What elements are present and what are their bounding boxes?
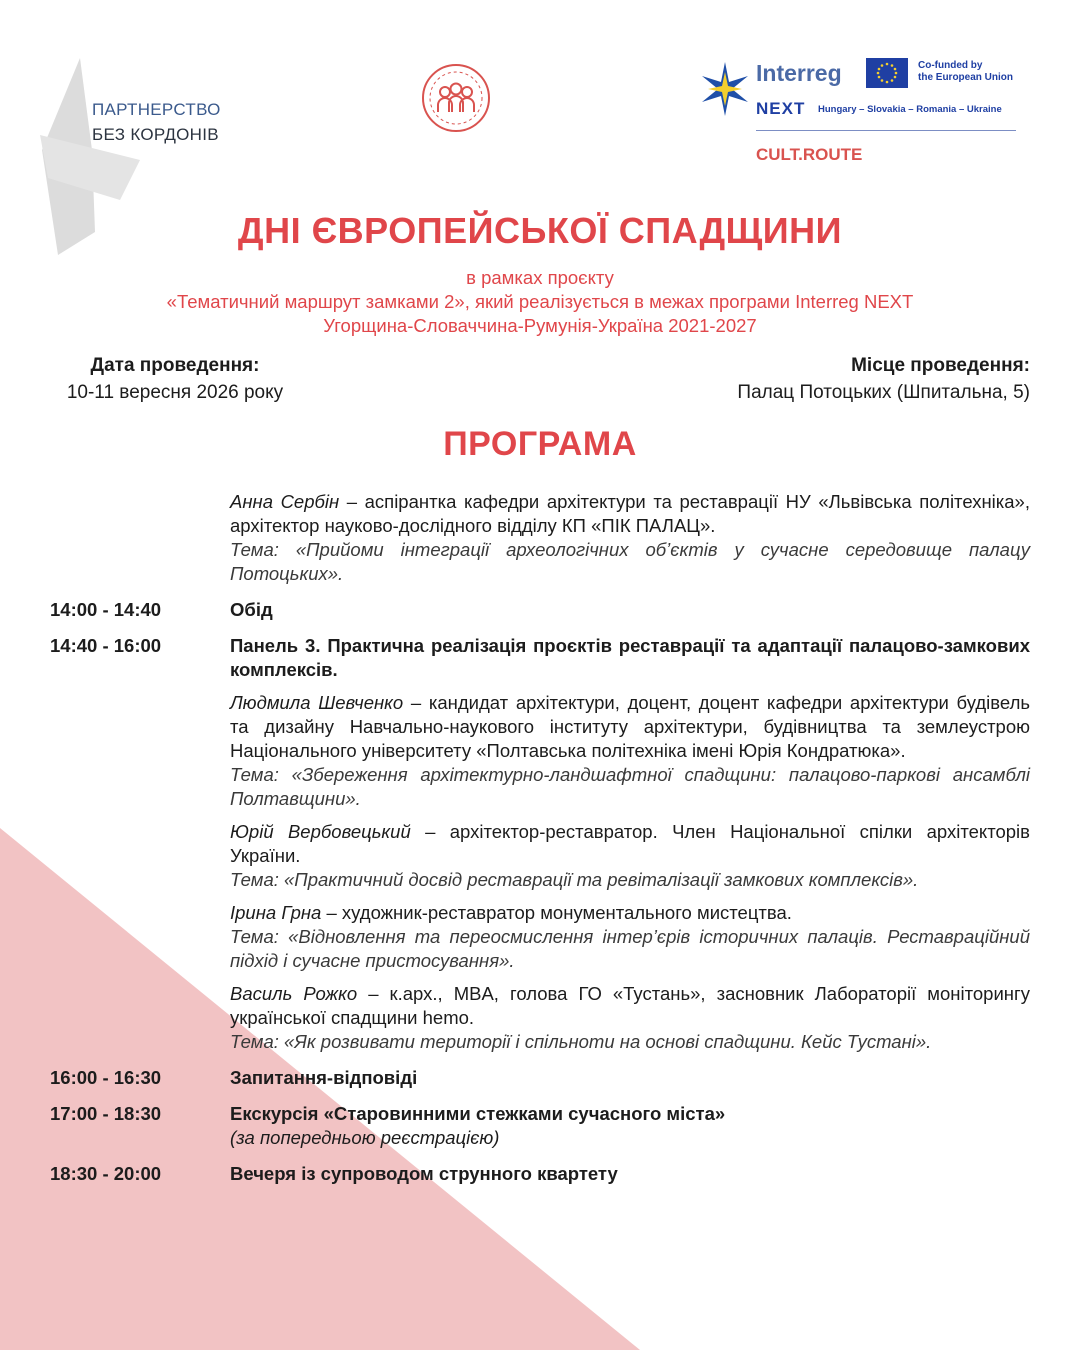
speaker-bio: – кандидат архітектури, доцент, доцент кафедри архітектури будівель та дизайну Навчально-наукового інституту архітектури, будівництва та землеустрою Національного університету «Полтавська політехніка імені Юрія Кондратюка». — [230, 692, 1031, 761]
speaker-topic: Тема: «Збереження архітектурно-ландшафтної спадщини: палацово-паркові ансамблі Полтавщини». — [230, 764, 1030, 809]
speaker-name: Ірина Грна — [230, 902, 322, 923]
program-heading — [230, 634, 1030, 682]
program-heading-text: Вечеря із супроводом струнного квартету — [230, 1163, 618, 1184]
date-value: 10-11 вересня 2026 року — [66, 382, 284, 403]
program-heading — [230, 1102, 1030, 1150]
speaker-topic: Тема: «Практичний досвід реставрації та ревіталізації замкових комплексів». — [230, 869, 919, 890]
speaker-bio: – художник-реставратор монументального мистецтва. — [321, 902, 792, 923]
program-time: 14:40 - 16:00 — [50, 635, 162, 656]
speaker-entry — [230, 691, 1030, 811]
speaker-entry — [230, 490, 1030, 586]
speaker-bio: – аспірантка кафедри архітектури та реставрації НУ «Львівська політехніка», архітектор науково-дослідного відділу КП «ПІК ПАЛАЦ». — [230, 491, 1030, 536]
speaker-topic: Тема: «Прийоми інтеграції археологічних об’єктів у сучасне середовище палацу Потоцьких». — [230, 539, 1030, 584]
next-word: NEXT — [756, 99, 806, 118]
program-row — [0, 634, 1080, 1054]
subtitle-line-2: «Тематичний маршрут замками 2», який реалізується в межах програми Interreg NEXT — [166, 291, 914, 312]
speaker-bio: – к.арх., MBA, голова ГО «Тустань», засновник Лабораторії моніторингу української спадщини hemo. — [230, 983, 1030, 1028]
program-note: (за попередньою реєстрацією) — [230, 1127, 500, 1148]
place-value: Палац Потоцьких (Шпитальна, 5) — [737, 382, 1030, 403]
program-time: 17:00 - 18:30 — [50, 1103, 162, 1124]
partnership-logo-text — [92, 97, 221, 147]
logo-divider — [756, 130, 1016, 131]
program-heading — [230, 1162, 1030, 1186]
event-place — [660, 352, 1040, 406]
program-time: 14:00 - 14:40 — [50, 599, 162, 620]
program-row — [0, 1162, 1080, 1186]
cofunded-text — [918, 60, 1013, 84]
subtitle-line-1: в рамках проєкту — [466, 267, 614, 288]
interreg-logo — [698, 54, 1028, 174]
program-row — [0, 490, 1080, 586]
speaker-entry — [230, 982, 1030, 1054]
date-label: Дата проведення: — [90, 355, 260, 376]
speaker-name: Анна Сербін — [230, 491, 340, 512]
program-title: ПРОГРАМА — [443, 425, 637, 463]
speaker-bio: – архітектор-реставратор. Член Національної спілки архітекторів України. — [230, 821, 1030, 866]
program-row — [0, 1102, 1080, 1150]
speaker-entry — [230, 820, 1030, 892]
eu-flag-icon — [866, 58, 908, 88]
program-time: 18:30 - 20:00 — [50, 1163, 162, 1184]
interreg-star-icon — [698, 58, 752, 120]
interreg-word: Interreg — [756, 60, 842, 86]
program-heading-text: Обід — [230, 599, 273, 620]
program-heading-text: Екскурсія «Старовинними стежками сучасного міста» — [230, 1103, 726, 1124]
event-date — [40, 352, 310, 406]
program-heading-text: Панель 3. Практична реалізація проєктів реставрації та адаптації палацово-замкових комплексів. — [230, 635, 1030, 680]
program-row — [0, 598, 1080, 622]
speaker-name: Юрій Вербовецький — [230, 821, 411, 842]
page-subtitle — [0, 266, 1080, 338]
cult-route-label: CULT.ROUTE — [756, 145, 863, 164]
cofunded-line-1: Co-funded by — [918, 60, 983, 71]
program-list — [0, 490, 1080, 1198]
program-time: 16:00 - 16:30 — [50, 1067, 162, 1088]
program-row — [0, 1066, 1080, 1090]
partner-line-2: БЕЗ КОРДОНІВ — [92, 125, 219, 144]
subtitle-line-3: Угорщина-Словаччина-Румунія-Україна 2021-2027 — [323, 315, 757, 336]
page-title: ДНІ ЄВРОПЕЙСЬКОЇ СПАДЩИНИ — [237, 210, 843, 251]
program-heading — [230, 1066, 1030, 1090]
cofunded-line-2: the European Union — [918, 72, 1013, 83]
place-label: Місце проведення: — [851, 355, 1030, 376]
people-group-icon — [420, 62, 492, 134]
speaker-entry — [230, 901, 1030, 973]
program-heading-text: Запитання-відповіді — [230, 1067, 418, 1088]
partner-line-1: ПАРТНЕРСТВО — [92, 100, 221, 119]
speaker-topic: Тема: «Відновлення та переосмислення інтер’єрів історичних палаців. Реставраційний підхід і сучасне пристосування». — [230, 926, 1030, 971]
program-heading — [230, 598, 1030, 622]
speaker-topic: Тема: «Як розвивати території і спільноти на основі спадщини. Кейс Тустані». — [230, 1031, 932, 1052]
speaker-name: Людмила Шевченко — [230, 692, 404, 713]
speaker-name: Василь Рожко — [230, 983, 358, 1004]
regions-text: Hungary – Slovakia – Romania – Ukraine — [818, 104, 1002, 115]
